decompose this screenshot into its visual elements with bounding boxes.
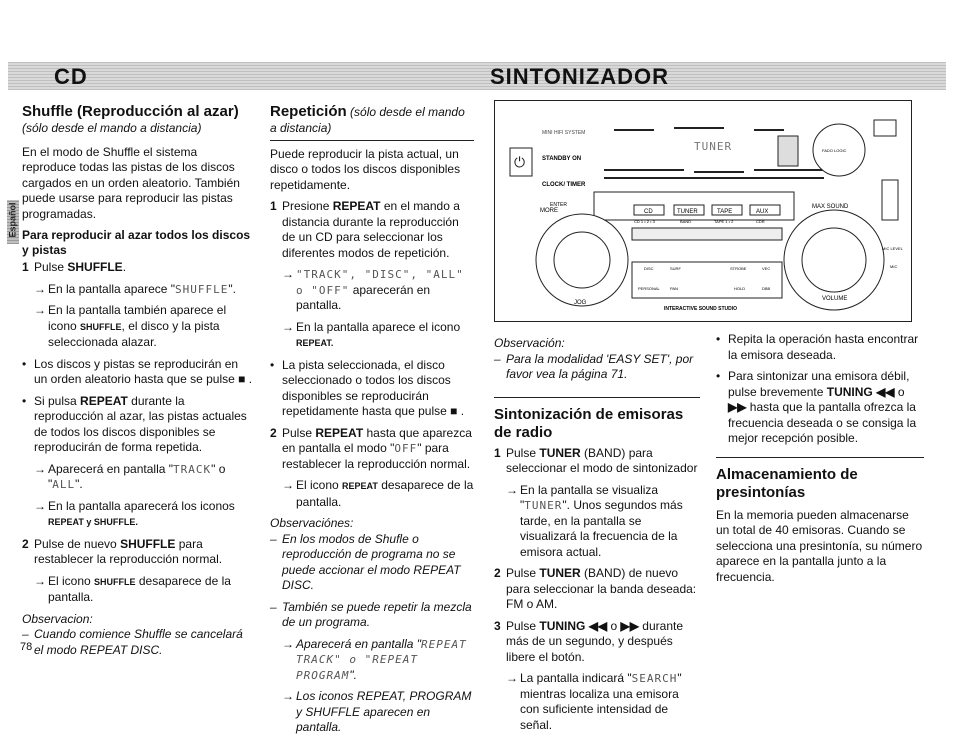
shuffle-subtitle: (sólo desde el mando a distancia) <box>22 121 202 135</box>
source-sub-band: BAND <box>680 219 692 224</box>
repeat-bullet-1: • La pista seleccionada, el disco seleccionado o todos los discos disponibles se reproducirán repetidamente hasta que pulse ■ . <box>270 357 465 418</box>
shuffle-subheading: Para reproducir al azar todos los discos y pistas <box>22 228 251 257</box>
shuffle-step-1: 1 Pulse SHUFFLE. <box>22 260 127 274</box>
presets-text: En la memoria pueden almacenarse un total de 40 emisoras. Cuando se selecciona una presintonía, su número aparece en la pantalla junto a la frecuencia. <box>716 507 923 584</box>
shuffle-section <box>22 103 254 664</box>
shuffle-title: Shuffle (Reproducción al azar) <box>22 103 239 120</box>
tuner-arrow-1: → En la pantalla se visualiza "TUNER". Unos segundos más tarde, en la pantalla se visualizará la frecuencia de la emisora actual. <box>506 482 683 559</box>
repeat-arrow-1: → "TRACK", "DISC", "ALL" o "OFF" aparecerán en pantalla. <box>282 267 464 312</box>
presets-section <box>716 332 924 591</box>
device-studio: INTERACTIVE SOUND STUDIO <box>664 306 738 312</box>
repeat-arrow-2: → En la pantalla aparece el icono REPEAT. <box>282 319 461 348</box>
repeat-arrow-3: → El icono REPEAT desaparece de la pantalla. <box>282 478 474 509</box>
device-drawing <box>494 100 912 322</box>
tuner-section <box>494 336 700 739</box>
source-sub-cd: CD 1 • 2 • 3 <box>634 219 655 224</box>
section-title-tuner: SINTONIZADOR <box>490 64 670 89</box>
device-standby: STANDBY ON <box>542 156 582 162</box>
shuffle-arrow-3: → Aparecerá en pantalla "TRACK" o "ALL". <box>34 461 226 491</box>
device-mic-level: MIC LEVEL <box>882 246 903 251</box>
tuner-step-2: 2 Pulse TUNER (BAND) de nuevo para seleccionar la banda deseada: FM o AM. <box>494 566 697 611</box>
shuffle-obs-title: Observacion: <box>22 611 93 626</box>
mode-surf: SURF <box>670 266 681 271</box>
mode-dbb: DBB <box>762 286 771 291</box>
header-band-tuner <box>490 62 946 90</box>
presets-title: Almacenamiento de presintonías <box>716 465 858 501</box>
device-mic: MIC <box>890 264 898 269</box>
mode-personal: PERSONAL <box>638 286 660 291</box>
tuner-obs-text: – Para la modalidad 'EASY SET', por favor vea la página 71. <box>494 352 700 398</box>
repeat-step-1: 1 Presione REPEAT en el mando a distancia durante la reproducción de un CD para seleccionar los diferentes modos de repetición. <box>270 199 460 260</box>
tuner-obs-title: Observación: <box>494 336 565 350</box>
page-number: 78 <box>20 641 33 653</box>
device-volume: VOLUME <box>822 296 848 302</box>
device-clock: CLOCK/ TIMER <box>542 182 586 188</box>
device-enter: ENTER <box>550 202 567 208</box>
source-cd: CD <box>644 209 653 215</box>
source-sub-cdr: CDR <box>756 219 765 224</box>
tuner-arrow-2: → La pantalla indicará "SEARCH" mientras localiza una emisora con suficiente intensidad de señal. <box>506 671 682 732</box>
tuner-title: Sintonización de emisoras de radio <box>494 405 684 441</box>
device-more: MORE <box>540 208 558 214</box>
source-tape: TAPE <box>717 209 733 215</box>
mode-pan: PAN <box>670 286 678 291</box>
tuner-step-1: 1 Pulse TUNER (BAND) para seleccionar el modo de sintonizador <box>494 445 698 475</box>
repeat-obs-title: Observaciónes: <box>270 516 354 530</box>
tuning-bullet-1: • Repita la operación hasta encontrar la emisora deseada. <box>716 332 919 362</box>
repeat-obs-1: – En los modos de Shufle o reproducción de programa no se puede accionar el modo REPEAT DISC. <box>270 531 461 592</box>
language-tab-label: Español <box>7 202 18 238</box>
shuffle-arrow-1: → En la pantalla aparece "SHUFFLE". <box>34 281 236 296</box>
header-band-cd <box>8 62 490 90</box>
device-brand: MINI HIFI SYSTEM <box>542 130 586 136</box>
mode-strobe: STROBE <box>730 266 747 271</box>
shuffle-bullet-1: • Los discos y pistas se reproducirán en un orden aleatorio hasta que se pulse ■ . <box>22 356 253 386</box>
mode-vec: VEC <box>762 266 771 271</box>
shuffle-step-2: 2 Pulse de nuevo SHUFFLE para restablecer la reproducción normal. <box>22 536 223 566</box>
tuning-bullet-2: • Para sintonizar una emisora débil, pulse brevemente TUNING ◀◀ o ▶▶ hasta que la pantalla ofrezca la frecuencia deseada o se consiga la mejor recepción posible. <box>716 369 924 458</box>
device-illustration <box>494 100 912 322</box>
section-title-cd: CD <box>54 64 88 89</box>
shuffle-obs-text: – Cuando comience Shuffle se cancelará el modo REPEAT DISC. <box>22 627 243 657</box>
device-jog: JOG <box>574 300 587 306</box>
shuffle-arrow-5: → El icono SHUFFLE desaparece de la pantalla. <box>34 573 231 604</box>
tuner-step-3: 3 Pulse TUNING ◀◀ o ▶▶ durante más de un segundo, y después libere el botón. <box>494 618 684 664</box>
device-display: TUNER <box>694 140 733 153</box>
device-max-sound: MAX SOUND <box>812 204 849 210</box>
source-sub-tape: TAPE 1 • 2 <box>714 219 734 224</box>
source-tuner: TUNER <box>677 209 698 215</box>
repeat-title: Repetición <box>270 103 347 120</box>
mode-disc: DISC <box>644 266 654 271</box>
repeat-step-2: 2 Pulse REPEAT hasta que aparezca en pantalla el modo "OFF" para restablecer la reproducción normal. <box>270 425 472 471</box>
source-aux: AUX <box>756 209 769 215</box>
repeat-obs-2b: → Los iconos REPEAT, PROGRAM y SHUFFLE aparecen en pantalla. <box>282 689 472 734</box>
power-icon: ⏻ <box>514 154 526 170</box>
repeat-obs-2: – También se puede repetir la mezcla de un programa. <box>270 599 472 629</box>
shuffle-intro: En el modo de Shuffle el sistema reproduce todas las pistas de los discos cargados en un orden aleatorio. También puede usarse para reproducir las pistas programadas. <box>22 144 240 221</box>
repeat-heading <box>270 103 474 141</box>
device-fado: FADO LOGIC <box>822 148 847 153</box>
repeat-intro: Puede reproducir la pista actual, un disco o todos los discos disponibles repetidamente. <box>270 146 461 192</box>
shuffle-arrow-2: → En la pantalla también aparece el icono SHUFFLE, el disco y la pista seleccionada alazar. <box>34 303 227 349</box>
shuffle-arrow-4: → En la pantalla aparecerá los iconos REPEAT y SHUFFLE. <box>34 498 235 527</box>
language-tab <box>7 200 19 244</box>
repeat-subtitle: (sólo desde el mando a distancia) <box>270 105 465 135</box>
repeat-section <box>270 103 474 742</box>
repeat-obs-2a: → Aparecerá en pantalla "REPEAT TRACK" o "REPEAT PROGRAM". <box>282 636 467 682</box>
mode-hold: HOLD <box>734 286 746 291</box>
shuffle-bullet-2: • Si pulsa REPEAT durante la reproducción al azar, las pistas actuales de todos los discos disponibles se reproducirán de forma repetida. <box>22 393 247 454</box>
